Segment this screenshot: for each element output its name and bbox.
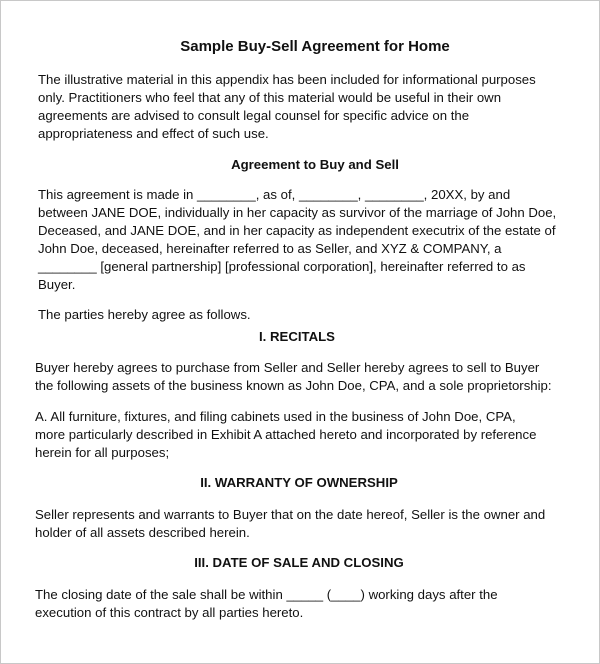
agreement-heading: Agreement to Buy and Sell bbox=[231, 157, 399, 172]
agreement-line: ________ [general partnership] [professional corporation], hereinafter referred to as bbox=[38, 259, 526, 274]
seller-line: holder of all assets described herein. bbox=[35, 525, 250, 540]
seller-paragraph bbox=[35, 506, 575, 542]
buyer-paragraph bbox=[35, 359, 575, 395]
agreement-line: John Doe, deceased, hereinafter referred to as Seller, and XYZ & COMPANY, a bbox=[38, 241, 502, 256]
buyer-line: Buyer hereby agrees to purchase from Seller and Seller hereby agrees to sell to Buyer bbox=[35, 360, 540, 375]
item-a-paragraph bbox=[35, 408, 575, 462]
item-a-line: herein for all purposes; bbox=[35, 445, 170, 460]
agreement-paragraph bbox=[38, 186, 578, 294]
seller-line: Seller represents and warrants to Buyer that on the date hereof, Seller is the owner and bbox=[35, 507, 546, 522]
closing-line: execution of this contract by all parties hereto. bbox=[35, 605, 304, 620]
agreement-line: between JANE DOE, individually in her capacity as survivor of the marriage of John Doe, bbox=[38, 205, 557, 220]
warranty-heading: II. WARRANTY OF OWNERSHIP bbox=[200, 475, 398, 490]
intro-line: The illustrative material in this appendix has been included for informational purposes bbox=[38, 72, 536, 87]
intro-line: agreements are advised to consult legal counsel for specific advice on the bbox=[38, 108, 470, 123]
intro-line: appropriateness and effect of such use. bbox=[38, 126, 269, 141]
closing-paragraph bbox=[35, 586, 575, 622]
document-title: Sample Buy-Sell Agreement for Home bbox=[180, 38, 450, 55]
agreement-line: Deceased, and JANE DOE, and in her capacity as independent executrix of the estate of bbox=[38, 223, 556, 238]
date-heading: III. DATE OF SALE AND CLOSING bbox=[194, 555, 404, 570]
intro-line: only. Practitioners who feel that any of this material would be useful in their own bbox=[38, 90, 502, 105]
item-a-line: more particularly described in Exhibit A attached hereto and incorporated by reference bbox=[35, 427, 537, 442]
recitals-heading: I. RECITALS bbox=[259, 329, 335, 344]
buyer-line: the following assets of the business known as John Doe, CPA, and a sole proprietorship: bbox=[35, 378, 552, 393]
agreement-line: This agreement is made in ________, as of, ________, ________, 20XX, by and bbox=[38, 187, 511, 202]
parties-paragraph: The parties hereby agree as follows. bbox=[38, 307, 251, 322]
closing-line: The closing date of the sale shall be within _____ (____) working days after the bbox=[35, 587, 498, 602]
intro-paragraph bbox=[38, 71, 558, 143]
agreement-line: Buyer. bbox=[38, 277, 76, 292]
item-a-line: A. All furniture, fixtures, and filing cabinets used in the business of John Doe, CPA, bbox=[35, 409, 516, 424]
